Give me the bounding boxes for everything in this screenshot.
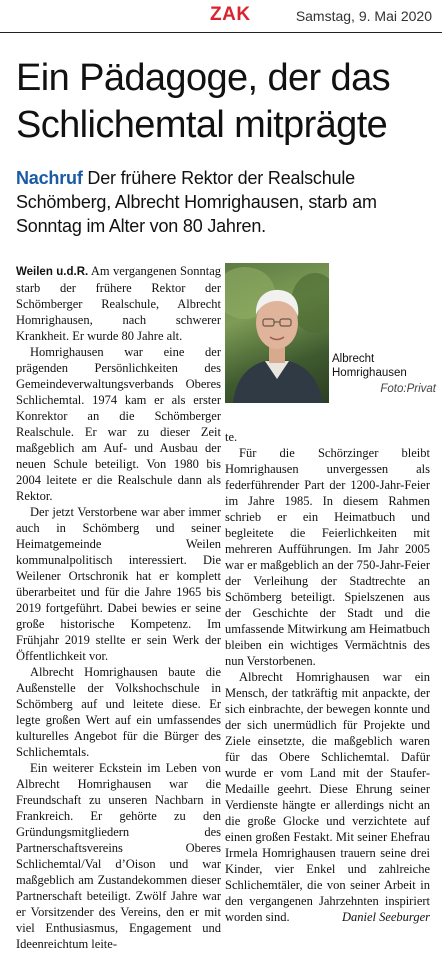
paragraph [16,263,221,344]
photo-caption [332,352,438,396]
paragraph: Ein weiterer Eckstein im Leben von Albrecht Homrighausen war die Freundschaft zu unseren Nachbarn in Frankreich. Er gehörte zu den Gründungsmitgliedern des Partnerschaftsvereins Oberes Schlichemtal/Val d’Oison und war maßgeblich am Zustandekommen dieser Partnerschaft beteiligt. Zwölf Jahre war er Vorsitzender des Vereins, den er mit viel Enthusiasmus, Engagement und Ideenreichtum leite- [16,761,221,951]
caption-name: Albrecht Homrighausen [332,353,407,379]
newspaper-logo: ZAK [210,4,251,25]
paragraph: Albrecht Homrighausen baute die Außenstelle der Volkshochschule in Schömberg auf und leitete diese. Er legte großen Wert auf ein umfassendes kulturelles Angebot für die Bürger des Schlichemtals. [16,665,221,759]
paragraph-text: Albrecht Homrighausen war ein Mensch, der tatkräftig mit anpackte, der sich einbrachte, der bewegen konnte und der sich unermüdlich für Projekte und Ziele einsetzte, die maßgeblich waren für das Obere Schlichemtal. Dafür wurde er vom Land mit der Staufer-Medaille geehrt. Diese Ehrung seiner Verdienste hängte er allerdings nicht an die große Glocke und verzichtete auf einen großen Festakt. Mit seiner Ehefrau Irmela Homrighausen trauern seine drei Kinder, vier Enkel und zahlreiche Schlichemtäler, die von seiner Arbeit in den vergangenen Jahrzehnten inspiriert worden sind. [225,670,430,924]
paragraph: Der jetzt Verstorbene war aber immer auch in Schömberg und seiner Heimatgemeinde Weilen kommunalpolitisch interessiert. Die Weilener Ortschronik hat er komplett überarbeitet und für die Jahre 1965 bis 2019 fortgeführt. Dabei bewies er seine große historische Kompetenz. Im Frühjahr 2019 stellte er sein Werk der Öffentlichkeit vor. [16,505,221,663]
paragraph: Für die Schörzinger bleibt Homrighausen unvergessen als federführender Part der 1200-Jahr-Feier im Jahre 1985. In diesem Rahmen schrieb er ein Heimatbuch und begleitete die Feierlichkeiten mit mehreren Aufführungen. Im Jahr 2005 war er maßgeblich an der 750-Jahr-Feier der Verleihung der Stadtrechte an Schömberg beteiligt. Spielszenen aus der Geschichte der Stadt und die umfassende Mitwirkung am Heimatbuch bleiben ein wichtiges Vermächtnis des nun Verstorbenen. [225,446,430,668]
article-teaser [16,166,436,238]
portrait-illustration [225,263,329,403]
masthead [0,0,442,33]
teaser-text: Der frühere Rektor der Realschule Schömberg, Albrecht Homrighausen, starb am Sonntag im Alter von 80 Jahren. [16,168,377,236]
author-signature: Daniel Seeburger [341,910,430,924]
photo-credit: Foto:Privat [380,383,436,395]
article-headline: Ein Pädagoge, der das Schlichemtal mitprägte [16,57,391,146]
paragraph: Homrighausen war eine der prägenden Persönlichkeiten des Gemeindeverwaltungsverbands Oberes Schlichemtal. 1974 kam er als erster Konrektor an die Schömberger Realschule. Er war zu dieser Zeit maßgeblich am Auf- und Ausbau der neuen Schule beteiligt. Von 1980 bis 2004 leitete er die Realschule dann als Rektor. [16,345,221,503]
teaser-kicker: Nachruf [16,168,83,188]
paragraph-text: Am vergangenen Sonntag starb der frühere Rektor der Schömberger Realschule, Albrecht Homrighausen, nach schwerer Krankheit. Er wurde 80 Jahre alt. [16,264,221,343]
article-column-2 [225,429,430,925]
issue-date: Samstag, 9. Mai 2020 [295,8,432,24]
portrait-photo [225,263,329,403]
place-name: Weilen u.d.R. [16,266,89,278]
paragraph [225,669,430,925]
paragraph: te. [225,430,238,444]
article-column-1 [16,263,221,952]
